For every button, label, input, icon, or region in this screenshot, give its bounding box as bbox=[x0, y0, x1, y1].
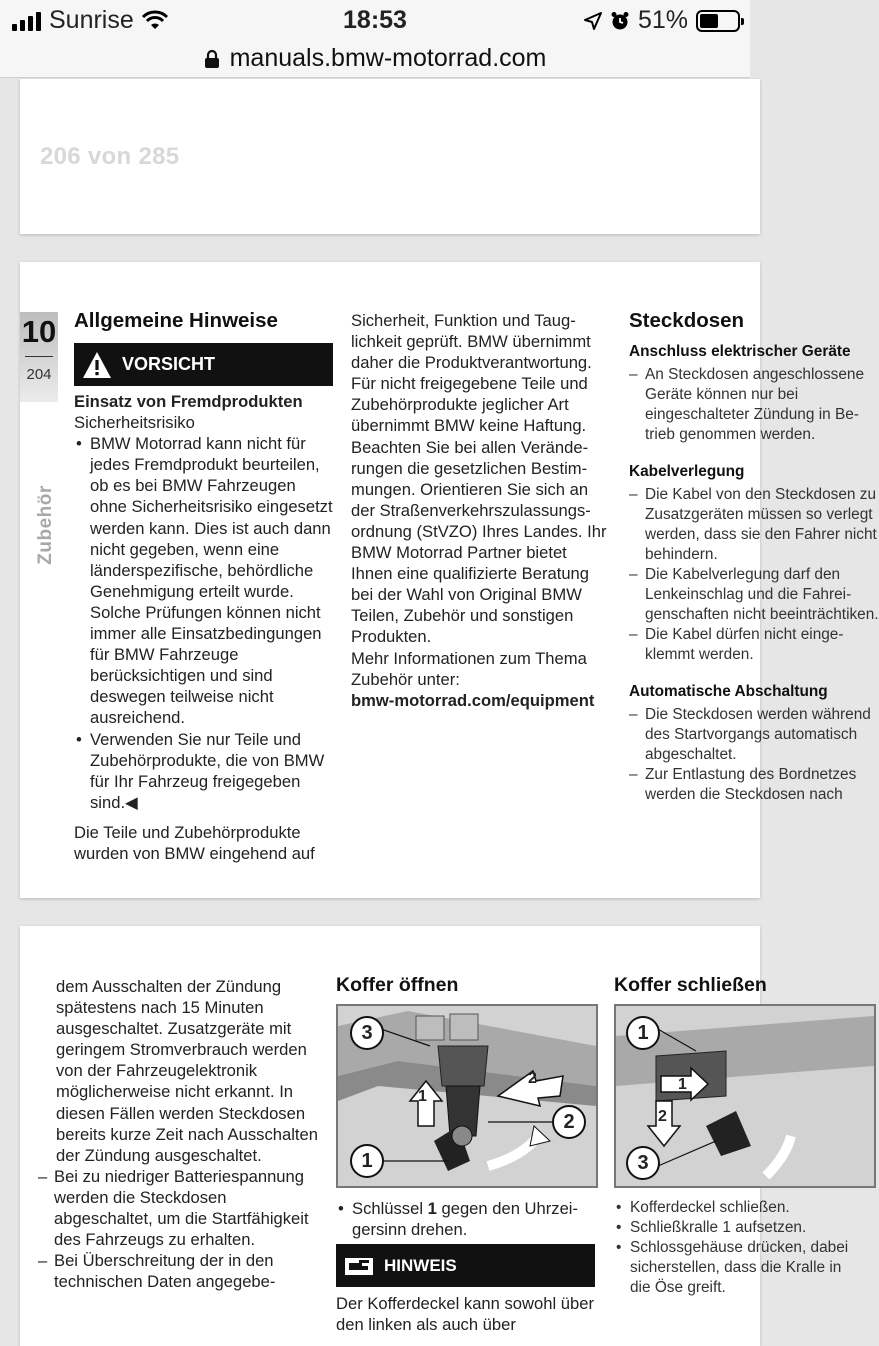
list-item: • Schlüssel 1 gegen den Uhrzeigersinn drehen. bbox=[336, 1198, 602, 1240]
lock-icon bbox=[204, 49, 220, 69]
paragraph: Der Kofferdeckel kann sowohl über den linken als auch über bbox=[336, 1294, 594, 1335]
clock: 18:53 bbox=[343, 6, 407, 34]
list-item: – Die Kabel von den Steckdosen zu Zusatzgeräten müssen so verlegt werden, dass sie den Fahrer nicht behindern. bbox=[629, 485, 879, 565]
figure-open-case bbox=[336, 1004, 598, 1188]
battery-icon bbox=[696, 10, 740, 32]
list-item: – Die Kabel dürfen nicht eingeklemmt werden. bbox=[629, 625, 879, 665]
alarm-icon bbox=[610, 11, 630, 31]
side-section-label: Zubehör bbox=[34, 485, 56, 565]
list-item: • Schlossgehäuse drücken, dabei sicherstellen, dass die Kralle in die Öse greift. bbox=[614, 1238, 864, 1298]
chapter-page-number: 204 bbox=[26, 366, 52, 383]
list-item: – Zur Entlastung des Bordnetzes werden die Steckdosen nach bbox=[629, 765, 879, 805]
pdf-page bbox=[20, 79, 760, 234]
paragraph: dem Ausschalten der Zündung spätestens nach 15 Minuten ausgeschaltet. Zusatzgeräte mit geringem Stromverbrauch werden von der Fahrzeugelektronik möglicherweise nicht erkannt. In diesen Fällen werden Steckdosen bereits kurze Zeit nach Ausschalten der Zündung ausgeschaltet. bbox=[56, 977, 318, 1165]
arrow-label: 1 bbox=[678, 1076, 687, 1093]
callout-1: 1 bbox=[350, 1144, 384, 1178]
address-bar[interactable] bbox=[0, 40, 750, 78]
arrow-label: 2 bbox=[528, 1070, 537, 1087]
warning-icon bbox=[82, 351, 112, 379]
list-item: – Bei Überschreitung der in den technischen Daten angegebe- bbox=[38, 1250, 318, 1292]
list-item: • Kofferdeckel schließen. bbox=[614, 1198, 864, 1218]
section-heading: Allgemeine Hinweise bbox=[74, 309, 278, 332]
list-item: – Die Steckdosen werden während des Startvorgangs automatisch abgeschaltet. bbox=[629, 705, 879, 765]
note-label: HINWEIS bbox=[384, 1255, 457, 1275]
arrow-label: 2 bbox=[658, 1108, 667, 1125]
subheading: Kabelverlegung bbox=[629, 463, 745, 480]
page-counter: 206 von 285 bbox=[40, 143, 180, 170]
paragraph: Sicherheit, Funktion und Tauglichkeit geprüft. BMW übernimmt daher die Produktverantwortung. Für nicht freigegebene Teile und Zubehörprodukte jeglicher Art übernimmt BMW keine Haftung. Beachten Sie bei allen Veränderungen die gesetzlichen Bestimmungen. Orientieren Sie sich an der Straßenverkehrszulassungsordnung (StVZO) Ihres Landes. Ihr BMW Motorrad Partner bietet Ihnen eine qualifizierte Beratung bei der Wahl von Original BMW Teilen, Zubehör und sonstigen Produkten. bbox=[351, 311, 607, 647]
warning-subheading: Einsatz von Fremdprodukten bbox=[74, 392, 303, 411]
warning-label: VORSICHT bbox=[122, 354, 216, 374]
callout-3: 3 bbox=[626, 1146, 660, 1180]
figure-close-case bbox=[614, 1004, 876, 1188]
warning-bar bbox=[74, 343, 333, 386]
section-heading: Steckdosen bbox=[629, 309, 745, 332]
callout-2: 2 bbox=[552, 1105, 586, 1139]
paragraph: Mehr Informationen zum Thema Zubehör unter: bbox=[351, 648, 587, 689]
arrow-label: 1 bbox=[418, 1088, 427, 1105]
paragraph: Die Teile und Zubehörprodukte wurden von BMW eingehend auf bbox=[74, 822, 315, 863]
subheading: Automatische Abschaltung bbox=[629, 683, 828, 700]
callout-3: 3 bbox=[350, 1016, 384, 1050]
accessory-link[interactable]: bmw-motorrad.com/equipment bbox=[351, 690, 595, 710]
chapter-divider bbox=[25, 356, 53, 357]
list-item: – An Steckdosen angeschlossene Geräte können nur bei eingeschalteter Zündung in Betrieb genommen werden. bbox=[629, 365, 879, 445]
chapter-number: 10 bbox=[21, 314, 57, 349]
list-item: – Bei zu niedriger Batteriespannung werden die Steckdosen abgeschaltet, um die Startfähigkeit des Fahrzeugs zu erhalten. bbox=[38, 1166, 318, 1250]
list-item: • Verwenden Sie nur Teile und Zubehörprodukte, die von BMW für Ihr Fahrzeug freigegeben sind.◀ bbox=[74, 729, 336, 813]
carrier-name: Sunrise bbox=[49, 6, 134, 34]
callout-1: 1 bbox=[626, 1016, 660, 1050]
hand-pointing-icon bbox=[344, 1255, 374, 1277]
status-bar bbox=[0, 0, 750, 40]
section-heading: Koffer schließen bbox=[614, 974, 767, 996]
pdf-page bbox=[20, 262, 879, 898]
list-item: • Schließkralle 1 aufsetzen. bbox=[614, 1218, 864, 1238]
location-arrow-icon bbox=[584, 12, 602, 30]
risk-label: Sicherheitsrisiko bbox=[74, 413, 195, 433]
battery-percent: 51% bbox=[637, 6, 688, 34]
list-item: • BMW Motorrad kann nicht für jedes Fremdprodukt beurteilen, ob es bei BMW Fahrzeugen ohne Sicherheitsrisiko eingesetzt werden kann. Dies ist auch dann nicht gegeben, wenn eine länderspezifische, behördliche Genehmigung erteilt wurde. Solche Prüfungen können nicht immer alle Einsatzbedingungen für BMW Fahrzeuge berücksichtigen und sind deswegen teilweise nicht ausreichend. bbox=[74, 433, 336, 728]
url-text: manuals.bmw-motorrad.com bbox=[229, 44, 547, 72]
list-item: – Die Kabelverlegung darf den Lenkeinschlag und die Fahreigenschaften nicht beeinträchtiken. bbox=[629, 565, 879, 625]
note-bar bbox=[336, 1244, 595, 1287]
pdf-page bbox=[20, 926, 849, 1346]
subheading: Anschluss elektrischer Geräte bbox=[629, 343, 851, 360]
section-heading: Koffer öffnen bbox=[336, 974, 459, 996]
